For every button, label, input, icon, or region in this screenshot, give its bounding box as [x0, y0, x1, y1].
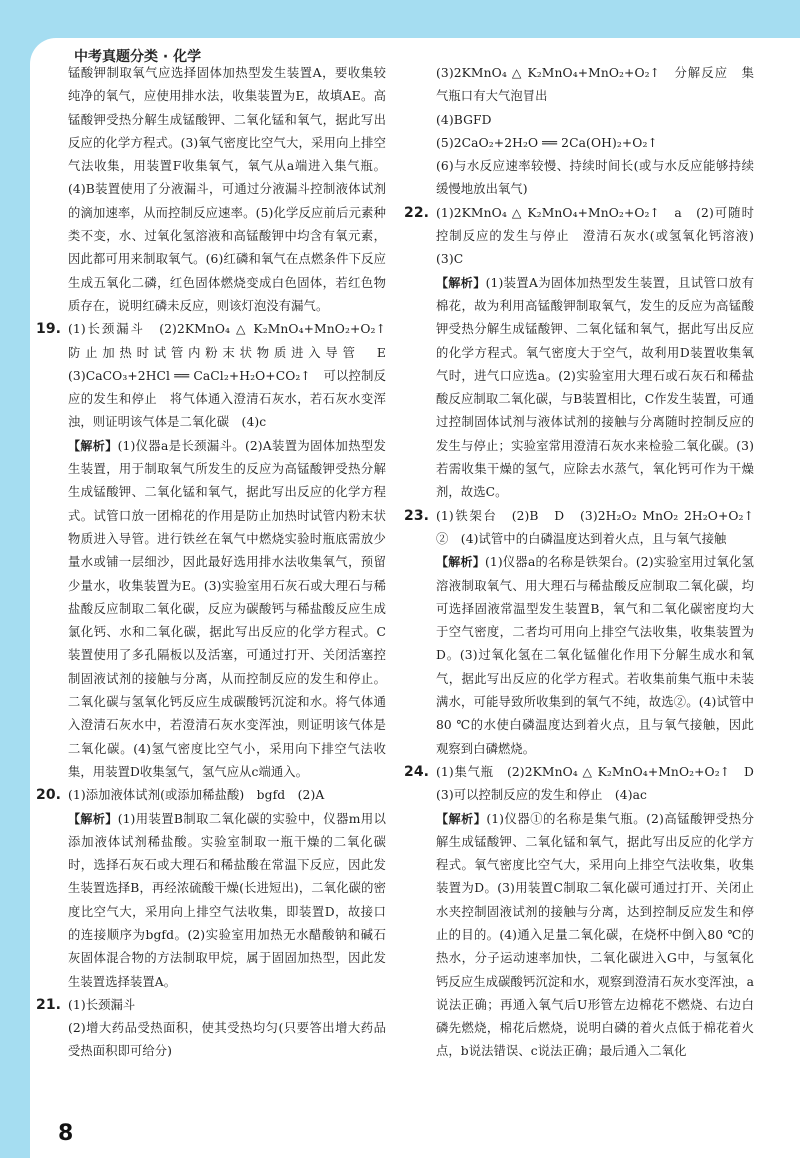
continuation-text: 锰酸钾制取氧气应选择固体加热型发生装置A，要收集较纯净的氧气，应使用排水法，收集装置为E，故填AE。高锰酸钾受热分解生成锰酸钾、二氧化锰和氧气，据此写出反应的化学方程式。(3)氧气密度比空气大，采用向上排空气法收集，用装置F收集氧气，氧气从a端进入集气瓶。(4)B装置使用了分液漏斗，可通过分液漏斗控制液体试剂的滴加速率，从而控制反应速率。(5)化学反应前后元素种类不变，水、过氧化氢溶液和高锰酸钾中均含有氧元素，因此都可用来制取氧气。(6)红磷和氧气在点燃条件下反应生成五氧化二磷，红色固体燃烧变成白色固体，若红色物质存在，说明红磷未反应，则该灯泡没有漏气。	[68, 66, 386, 313]
answer-text: (1)集气瓶 (2)2KMnO₄ △ K₂MnO₄+MnO₂+O₂↑ D (3)可以控制反应的发生和停止 (4)ac	[436, 764, 767, 803]
analysis-block	[68, 808, 386, 994]
left-column	[36, 62, 399, 1064]
analysis-text: (1)仪器①的名称是集气瓶。(2)高锰酸钾受热分解生成锰酸钾、二氧化锰和氧气，据此写出反应的化学方程式。氧气密度比空气大，采用向上排空气法收集，收集装置为D。(3)用装置C制取二氧化碳可通过打开、关闭止水夹控制固液试剂的接触与分离，达到控制反应发生和停止的目的。(4)通入足量二氧化碳，在烧杯中倒入80 ℃的热水，分子运动速率加快，二氧化碳进入G中，与氢氧化钙反应生成碳酸钙沉淀和水，观察到澄清石灰水变浑浊，a说法正确；再通入氧气后U形管左边棉花不燃烧、右边白磷先燃烧，棉花后燃烧，说明白磷的着火点低于棉花着火点，b说法错误、c说法正确；最后通入二氧化	[436, 811, 754, 1059]
right-column	[404, 62, 767, 1064]
question-19	[36, 318, 399, 784]
answer-line: (4)BGFD	[436, 112, 492, 127]
answer-line: (1)长颈漏斗	[68, 997, 136, 1012]
page	[30, 38, 800, 1158]
question-21	[36, 994, 386, 1064]
question-number: 21.	[36, 996, 62, 1013]
answer-line: (6)与水反应速率较慢、持续时间长(或与水反应能够持续缓慢地放出氧气)	[436, 159, 754, 197]
answer-text: (1)2KMnO₄ △ K₂MnO₄+MnO₂+O₂↑ a (2)可随时控制反应的发生与停止 澄清石灰水(或氢氧化钙溶液) (3)C	[436, 205, 767, 267]
answer-line: (5)2CaO₂+2H₂O ══ 2Ca(OH)₂+O₂↑	[436, 135, 658, 150]
question-22	[404, 202, 767, 505]
analysis-tag: 【解析】	[436, 275, 486, 290]
question-number: 20.	[36, 787, 62, 804]
analysis-block	[436, 272, 754, 505]
analysis-text: (1)仪器a的名称是铁架台。(2)实验室用过氧化氢溶液制取氧气、用大理石与稀盐酸反应制取二氧化碳，均可选择固液常温型发生装置B，氧气和二氧化碳密度均大于空气密度，二者均可用向上排空气法收集，收集装置为D。(3)过氧化氢在二氧化锰催化作用下分解生成水和氧气，据此写出反应的化学方程式。若收集前集气瓶中未装满水，可能导致所收集到的氧气不纯，故选②。(4)试管中80 ℃的水使白磷温度达到着火点，且与氧气接触，因此观察到白磷燃烧。	[436, 555, 754, 756]
question-number: 22.	[404, 204, 430, 221]
analysis-block	[436, 808, 754, 1064]
question-number: 23.	[404, 507, 430, 524]
question-20	[36, 784, 387, 994]
answer-line: (2)增大药品受热面积，使其受热均匀(只要答出增大药品受热面积即可给分)	[68, 1021, 386, 1059]
analysis-block	[68, 435, 386, 784]
analysis-tag: 【解析】	[436, 811, 487, 826]
analysis-tag: 【解析】	[436, 555, 485, 570]
analysis-tag: 【解析】	[68, 811, 118, 826]
analysis-text: (1)仪器a是长颈漏斗。(2)A装置为固体加热型发生装置，用于制取氧气所发生的反应为高锰酸钾受热分解生成锰酸钾、二氧化锰和氧气，据此写出反应的化学方程式。试管口放一团棉花的作用是防止加热时试管内粉末状物质进入导管。进行铁丝在氧气中燃烧实验时瓶底需放少量水或铺一层细沙，因此最好选用排水法收集氧气，预留少量水，收集装置为E。(3)实验室用石灰石或大理石与稀盐酸反应制取二氧化碳，反应为碳酸钙与稀盐酸反应生成氯化钙、水和二氧化碳，据此写出反应的化学方程式。C装置使用了多孔隔板以及活塞，可通过打开、关闭活塞控制固液试剂的接触与分离，从而控制反应的发生和停止。二氧化碳与氢氧化钙反应生成碳酸钙沉淀和水。将气体通入澄清石灰水中，若澄清石灰水变浑浊，则证明该气体是二氧化碳。(4)氢气密度比空气小，采用向下排空气法收集，用装置D收集氢气，氢气应从c端通入。	[68, 438, 386, 779]
analysis-text: (1)装置A为固体加热型发生装置，且试管口放有棉花，故为利用高锰酸钾制取氧气，发生的反应为高锰酸钾受热分解生成锰酸钾、二氧化锰和氧气，据此写出反应的化学方程式。氧气密度大于空气，故利用D装置收集氧气时，进气口应选a。(2)实验室用大理石或石灰石和稀盐酸反应制取二氧化碳，与B装置相比，C作发生装置，可通过控制固体试剂与液体试剂的接触与分离随时控制反应的发生与停止；实验室常用澄清石灰水来检验二氧化碳。(3)若需收集干燥的氢气，应除去水蒸气，氧化钙可作为干燥剂，故选C。	[436, 275, 754, 500]
question-23	[404, 505, 767, 761]
answer-text: (1)铁架台 (2)B D (3)2H₂O₂ MnO₂ 2H₂O+O₂↑ ② (4)试管中的白磷温度达到着火点，且与氧气接触	[436, 508, 767, 546]
analysis-text: (1)用装置B制取二氧化碳的实验中，仪器m用以添加液体试剂稀盐酸。实验室制取一瓶干燥的二氧化碳时，选择石灰石或大理石和稀盐酸在常温下反应，因此发生装置选择B，再经浓硫酸干燥(长进短出)，二氧化碳的密度比空气大，采用向上排空气法收集，即装置D，故接口的连接顺序为bgfd。(2)实验室用加热无水醋酸钠和碱石灰固体混合物的方法制取甲烷，属于固固加热型，因此发生装置选择装置A。	[68, 811, 387, 989]
answer-text: (1)添加液体试剂(或添加稀盐酸) bgfd (2)A	[68, 788, 325, 803]
answer-text: (1)长颈漏斗 (2)2KMnO₄ △ K₂MnO₄+MnO₂+O₂↑ 防止加热时试管内粉末状物质进入导管 E (3)CaCO₃+2HCl ══ CaCl₂+H₂O+CO₂↑ 可以控制反应的发生和停止 将气体通入澄清石灰水，若石灰水变浑浊，则证明该气体是二氧化碳 (4)c	[68, 322, 399, 430]
page-header: 中考真题分类 · 化学	[74, 49, 202, 65]
question-number: 19.	[36, 321, 62, 338]
question-number: 24.	[404, 763, 430, 780]
answer-line: (3)2KMnO₄ △ K₂MnO₄+MnO₂+O₂↑ 分解反应 集气瓶口有大气泡冒出	[436, 66, 754, 104]
analysis-block	[436, 551, 754, 761]
page-number: 8	[58, 1121, 74, 1146]
analysis-tag: 【解析】	[68, 438, 118, 453]
question-24	[404, 761, 767, 1064]
